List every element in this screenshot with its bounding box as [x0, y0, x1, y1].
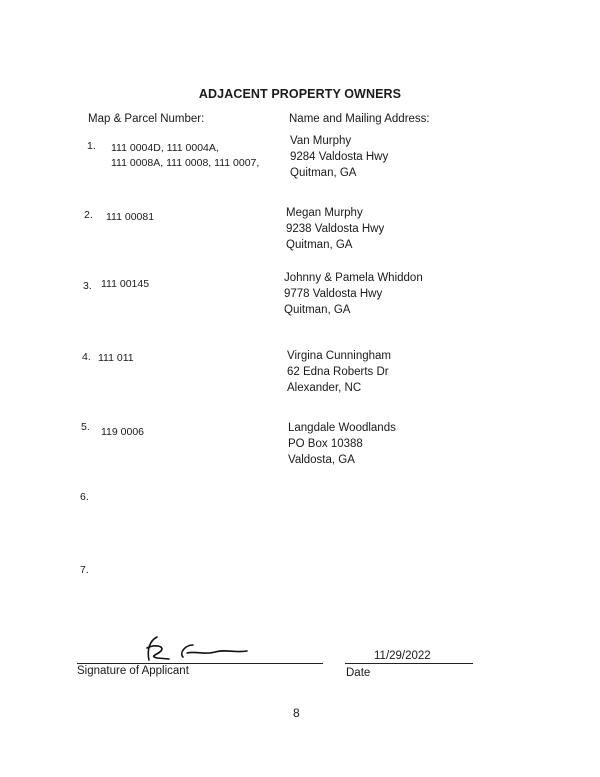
date-line	[345, 663, 473, 664]
parcel-number: 111 00081	[106, 211, 155, 223]
entry-number: 1.	[87, 140, 96, 152]
owner-city: Quitman, GA	[284, 304, 351, 316]
owner-name: Langdale Woodlands	[288, 422, 396, 434]
entry-number: 2.	[84, 209, 93, 221]
parcel-number: 111 00145	[101, 278, 150, 290]
entry-number: 4.	[82, 351, 91, 363]
owner-street: 9284 Valdosta Hwy	[290, 151, 389, 163]
owner-name: Johnny & Pamela Whiddon	[284, 272, 423, 284]
owner-street: 9778 Valdosta Hwy	[284, 288, 383, 300]
entry-number: 3.	[83, 280, 92, 292]
parcel-number	[111, 141, 259, 171]
owner-address	[288, 420, 396, 468]
owner-column-header: Name and Mailing Address:	[289, 113, 430, 125]
parcel-line: 111 0004D, 111 0004A,	[111, 142, 219, 154]
entry-number: 5.	[81, 421, 90, 433]
owner-city: Valdosta, GA	[288, 454, 355, 466]
owner-city: Quitman, GA	[290, 167, 357, 179]
owner-address	[286, 205, 384, 253]
signature-image	[135, 633, 270, 663]
signature-label: Signature of Applicant	[77, 665, 189, 677]
owner-street: 62 Edna Roberts Dr	[287, 366, 389, 378]
owner-city: Alexander, NC	[287, 382, 362, 394]
date-label: Date	[346, 667, 371, 679]
owner-street: PO Box 10388	[288, 438, 363, 450]
owner-name: Megan Murphy	[286, 207, 363, 219]
page-title: ADJACENT PROPERTY OWNERS	[198, 87, 402, 101]
owner-city: Quitman, GA	[286, 239, 353, 251]
owner-address	[284, 270, 423, 318]
parcel-line: 111 0008A, 111 0008, 111 0007,	[111, 157, 260, 169]
entry-number: 7.	[80, 564, 89, 576]
page-number: 8	[293, 706, 300, 720]
entry-number: 6.	[80, 491, 89, 503]
owner-name: Van Murphy	[290, 135, 352, 147]
parcel-column-header: Map & Parcel Number:	[88, 113, 205, 125]
signature-line	[77, 663, 323, 664]
date-value: 11/29/2022	[374, 650, 431, 662]
owner-address	[290, 133, 388, 181]
owner-name: Virgina Cunningham	[287, 350, 391, 362]
owner-address	[287, 348, 391, 396]
parcel-number: 111 011	[98, 352, 134, 364]
parcel-number: 119 0006	[101, 426, 145, 438]
owner-street: 9238 Valdosta Hwy	[286, 223, 385, 235]
